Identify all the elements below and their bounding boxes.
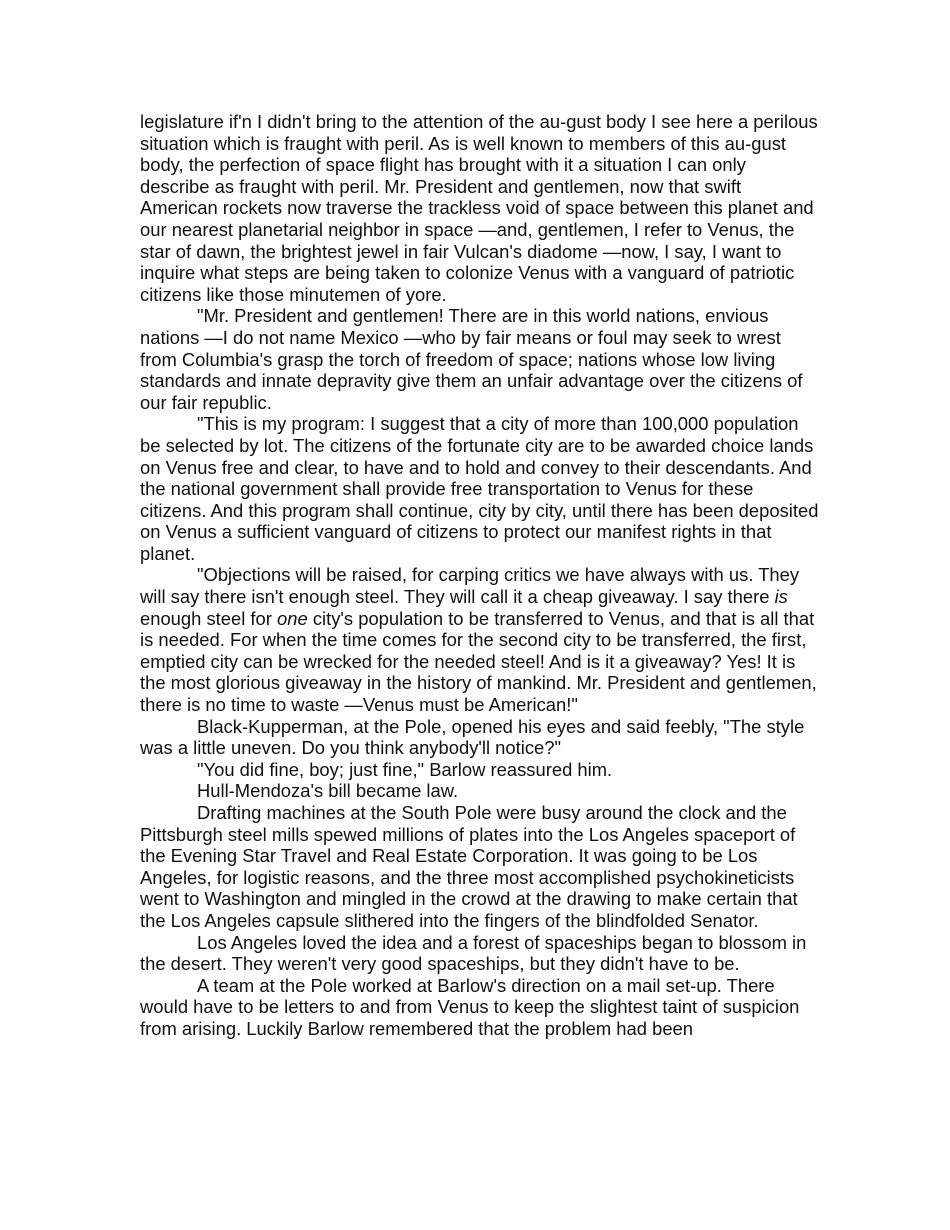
italic-emphasis: one <box>277 607 308 629</box>
paragraph <box>140 932 820 975</box>
paragraph <box>140 802 820 932</box>
paragraph <box>140 759 820 781</box>
paragraph-text: Drafting machines at the South Pole were busy around the clock and the Pittsburgh steel mills spewed millions of plates into the Los Angeles spaceport of the Evening Star Travel and Real Estate Corporation. It was going to be Los Angeles, for logistic reasons, and the three most accomplished psychokineticists went to Washington and mingled in the crowd at the drawing to make certain that the Los Angeles capsule slithered into the fingers of the blindfolded Senator. <box>140 802 798 931</box>
body-text <box>140 111 820 1040</box>
paragraph-text: enough steel for <box>140 607 278 629</box>
paragraph-text: legislature if'n I didn't bring to the attention of the au-gust body I see here a perilous situation which is fraught with peril. As is well known to members of this au-gust body, the perfection of space flight has brought with it a situation I can only describe as fraught with peril. Mr. President and gentlemen, now that swift American rockets now traverse the trackless void of space between this planet and our nearest planetarial neighbor in space —and, gentlemen, I refer to Venus, the star of dawn, the brightest jewel in fair Vulcan's diadome —now, I say, I want to inquire what steps are being taken to colonize Venus with a vanguard of patriotic citizens like those minutemen of yore. <box>140 111 818 305</box>
paragraph-text: Black-Kupperman, at the Pole, opened his eyes and said feebly, "The style was a little uneven. Do you think anybody'll notice?" <box>140 715 805 759</box>
paragraph-text: "You did fine, boy; just fine," Barlow reassured him. <box>197 758 613 780</box>
italic-emphasis: is <box>774 586 788 608</box>
paragraph <box>140 305 820 413</box>
paragraph-text: A team at the Pole worked at Barlow's direction on a mail set-up. There would have to be letters to and from Venus to keep the slightest taint of suspicion from arising. Luckily Barlow remembered that the problem had been <box>140 974 800 1039</box>
paragraph-text: Hull-Mendoza's bill became law. <box>197 780 459 802</box>
paragraph <box>140 111 820 305</box>
paragraph-text: "Mr. President and gentlemen! There are in this world nations, envious nations —I do not name Mexico —who by fair means or foul may seek to wrest from Columbia's grasp the torch of freedom of space; nations whose low living standards and innate depravity give them an unfair advantage over the citizens of our fair republic. <box>140 305 803 413</box>
paragraph <box>140 564 820 715</box>
paragraph-text: "This is my program: I suggest that a city of more than 100,000 population be selected by lot. The citizens of the fortunate city are to be awarded choice lands on Venus free and clear, to have and to hold and convey to their descendants. And the national government shall provide free transportation to Venus for these citizens. And this program shall continue, city by city, until there has been deposited on Venus a sufficient vanguard of citizens to protect our manifest rights in that planet. <box>140 413 819 564</box>
paragraph-text: Los Angeles loved the idea and a forest of spaceships began to blossom in the desert. They weren't very good spaceships, but they didn't have to be. <box>140 931 807 975</box>
paragraph <box>140 780 820 802</box>
paragraph <box>140 413 820 564</box>
paragraph <box>140 716 820 759</box>
paragraph-text: city's population to be transferred to Venus, and that is all that is needed. For when the time comes for the second city to be transferred, the first, emptied city can be wrecked for the needed steel! And is it a giveaway? Yes! It is the most glorious giveaway in the history of mankind. Mr. President and gentlemen, there is no time to waste —Venus must be American!" <box>140 607 817 716</box>
paragraph <box>140 975 820 1040</box>
paragraph-text: "Objections will be raised, for carping critics we have always with us. They will say there isn't enough steel. They will call it a cheap giveaway. I say there <box>140 564 800 608</box>
